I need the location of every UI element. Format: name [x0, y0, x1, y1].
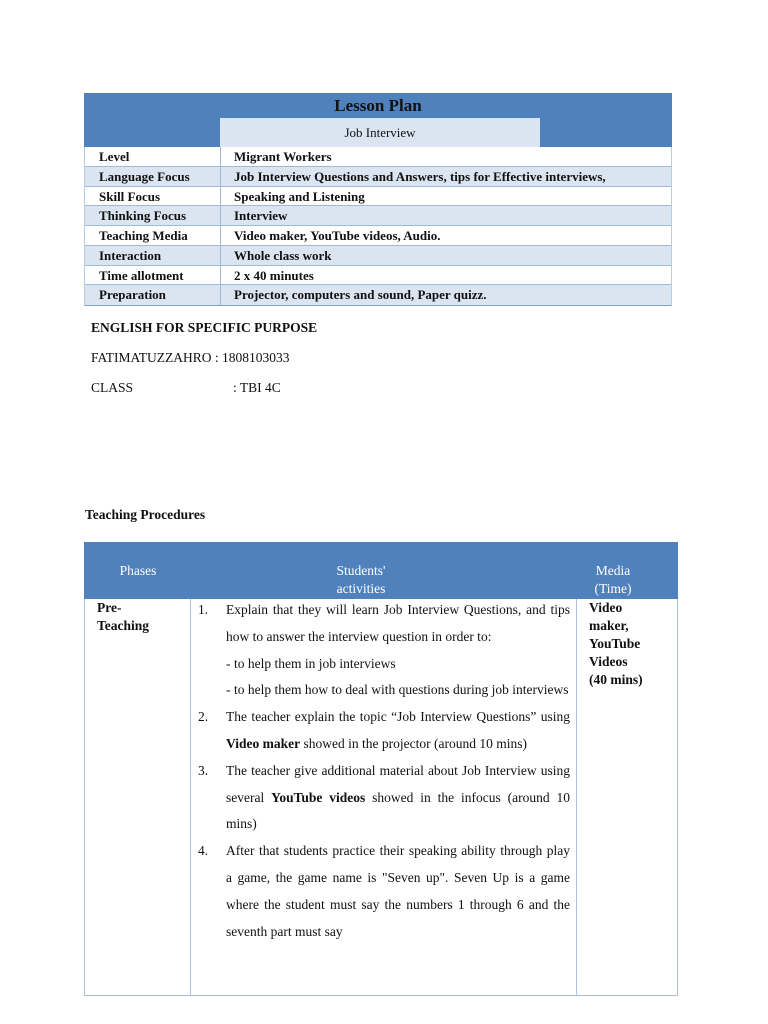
column-header-activities-line1: Students' [336, 563, 386, 578]
media-line4: Videos [589, 654, 628, 669]
row-value: Video maker, YouTube videos, Audio. [234, 228, 441, 243]
lesson-plan-row-skill-focus [85, 187, 671, 207]
activity-text-part: The teacher give additional material about Job Interview using several [226, 762, 570, 805]
activity-item [198, 597, 570, 651]
phase-line1: Pre- [97, 600, 122, 615]
column-divider [576, 599, 577, 996]
activity-text: After that students practice their speaking ability through play a game, the game name is "Seven up". Seven Up is a game where the student must say the numbers 1 through 6 and the seventh part must say [226, 843, 570, 939]
class-label: CLASS [91, 380, 134, 395]
lesson-plan-table [84, 147, 672, 306]
teaching-procedures-heading: Teaching Procedures [85, 507, 206, 522]
column-header-activities-line2: activities [336, 581, 386, 596]
activity-number: 2. [198, 709, 209, 725]
activity-number: 1. [198, 602, 209, 617]
activity-item [198, 704, 570, 758]
media-line3: YouTube [589, 636, 641, 651]
media-line2: maker, [589, 618, 629, 633]
activity-subitem [198, 651, 570, 678]
lesson-plan-row-time-allotment [85, 266, 671, 286]
lesson-plan-row-thinking-focus [85, 206, 671, 226]
lesson-plan-title: Lesson Plan [334, 96, 422, 115]
media-line5: (40 mins) [589, 672, 643, 687]
lesson-plan-row-language-focus [85, 167, 671, 187]
row-label: Time allotment [85, 266, 221, 285]
column-header-media-line1: Media [595, 563, 631, 578]
row-value: Whole class work [234, 247, 332, 263]
row-label: Language Focus [85, 167, 221, 186]
student-name: FATIMATUZZAHRO : 1808103033 [91, 350, 290, 365]
column-header-media [587, 562, 639, 598]
row-label: Skill Focus [85, 187, 221, 206]
column-header-phases: Phases [119, 563, 157, 578]
activity-text: Explain that they will learn Job Interview Questions, and tips how to answer the interview question in order to: [226, 602, 570, 644]
activity-subitem [198, 677, 570, 704]
activity-text-bold: YouTube videos [271, 789, 366, 805]
row-value: Job Interview Questions and Answers, tips for Effective interviews, [234, 168, 606, 184]
row-value: 2 x 40 minutes [234, 267, 314, 283]
row-label: Thinking Focus [85, 206, 221, 225]
activities-cell [198, 597, 570, 945]
activity-item [198, 758, 570, 838]
dash-marker: - [226, 682, 231, 698]
class-value: : TBI 4C [233, 380, 281, 395]
row-label: Teaching Media [85, 226, 221, 245]
row-value: Migrant Workers [234, 149, 332, 164]
lesson-plan-row-preparation [85, 285, 671, 306]
activity-number: 3. [198, 762, 209, 778]
course-title: ENGLISH FOR SPECIFIC PURPOSE [91, 320, 318, 335]
activity-subitem-text: to help them in job interviews [234, 655, 396, 671]
lesson-plan-row-level [85, 147, 671, 167]
activity-subitem-text: to help them how to deal with questions during job interviews [234, 682, 569, 698]
activity-text-part: The teacher explain the topic “Job Interview Questions” using [226, 709, 570, 725]
lesson-plan-row-interaction [85, 246, 671, 266]
column-divider [190, 599, 191, 996]
column-header-activities [325, 562, 397, 598]
activity-text-bold: Video maker [226, 735, 301, 751]
row-value: Speaking and Listening [234, 188, 365, 204]
lesson-plan-subtitle: Job Interview [220, 118, 540, 147]
column-header-media-line2: (Time) [594, 581, 632, 596]
media-line1: Video [589, 600, 623, 615]
lesson-plan-row-teaching-media [85, 226, 671, 246]
row-value: Interview [234, 208, 288, 224]
media-cell [589, 599, 669, 689]
dash-marker: - [226, 655, 231, 671]
activity-item [198, 838, 570, 945]
phase-line2: Teaching [97, 618, 150, 633]
row-label: Preparation [85, 285, 221, 305]
activity-text [226, 704, 570, 758]
activity-text-part: showed in the infocus (around 10 mins) [226, 789, 570, 832]
activity-text-part: showed in the projector (around 10 mins) [300, 735, 527, 751]
row-label: Interaction [85, 246, 221, 265]
phase-cell [97, 599, 185, 635]
activity-text [226, 758, 570, 838]
row-value: Projector, computers and sound, Paper quizz. [234, 287, 487, 303]
activity-number: 4. [198, 843, 209, 859]
row-label: Level [85, 147, 221, 166]
